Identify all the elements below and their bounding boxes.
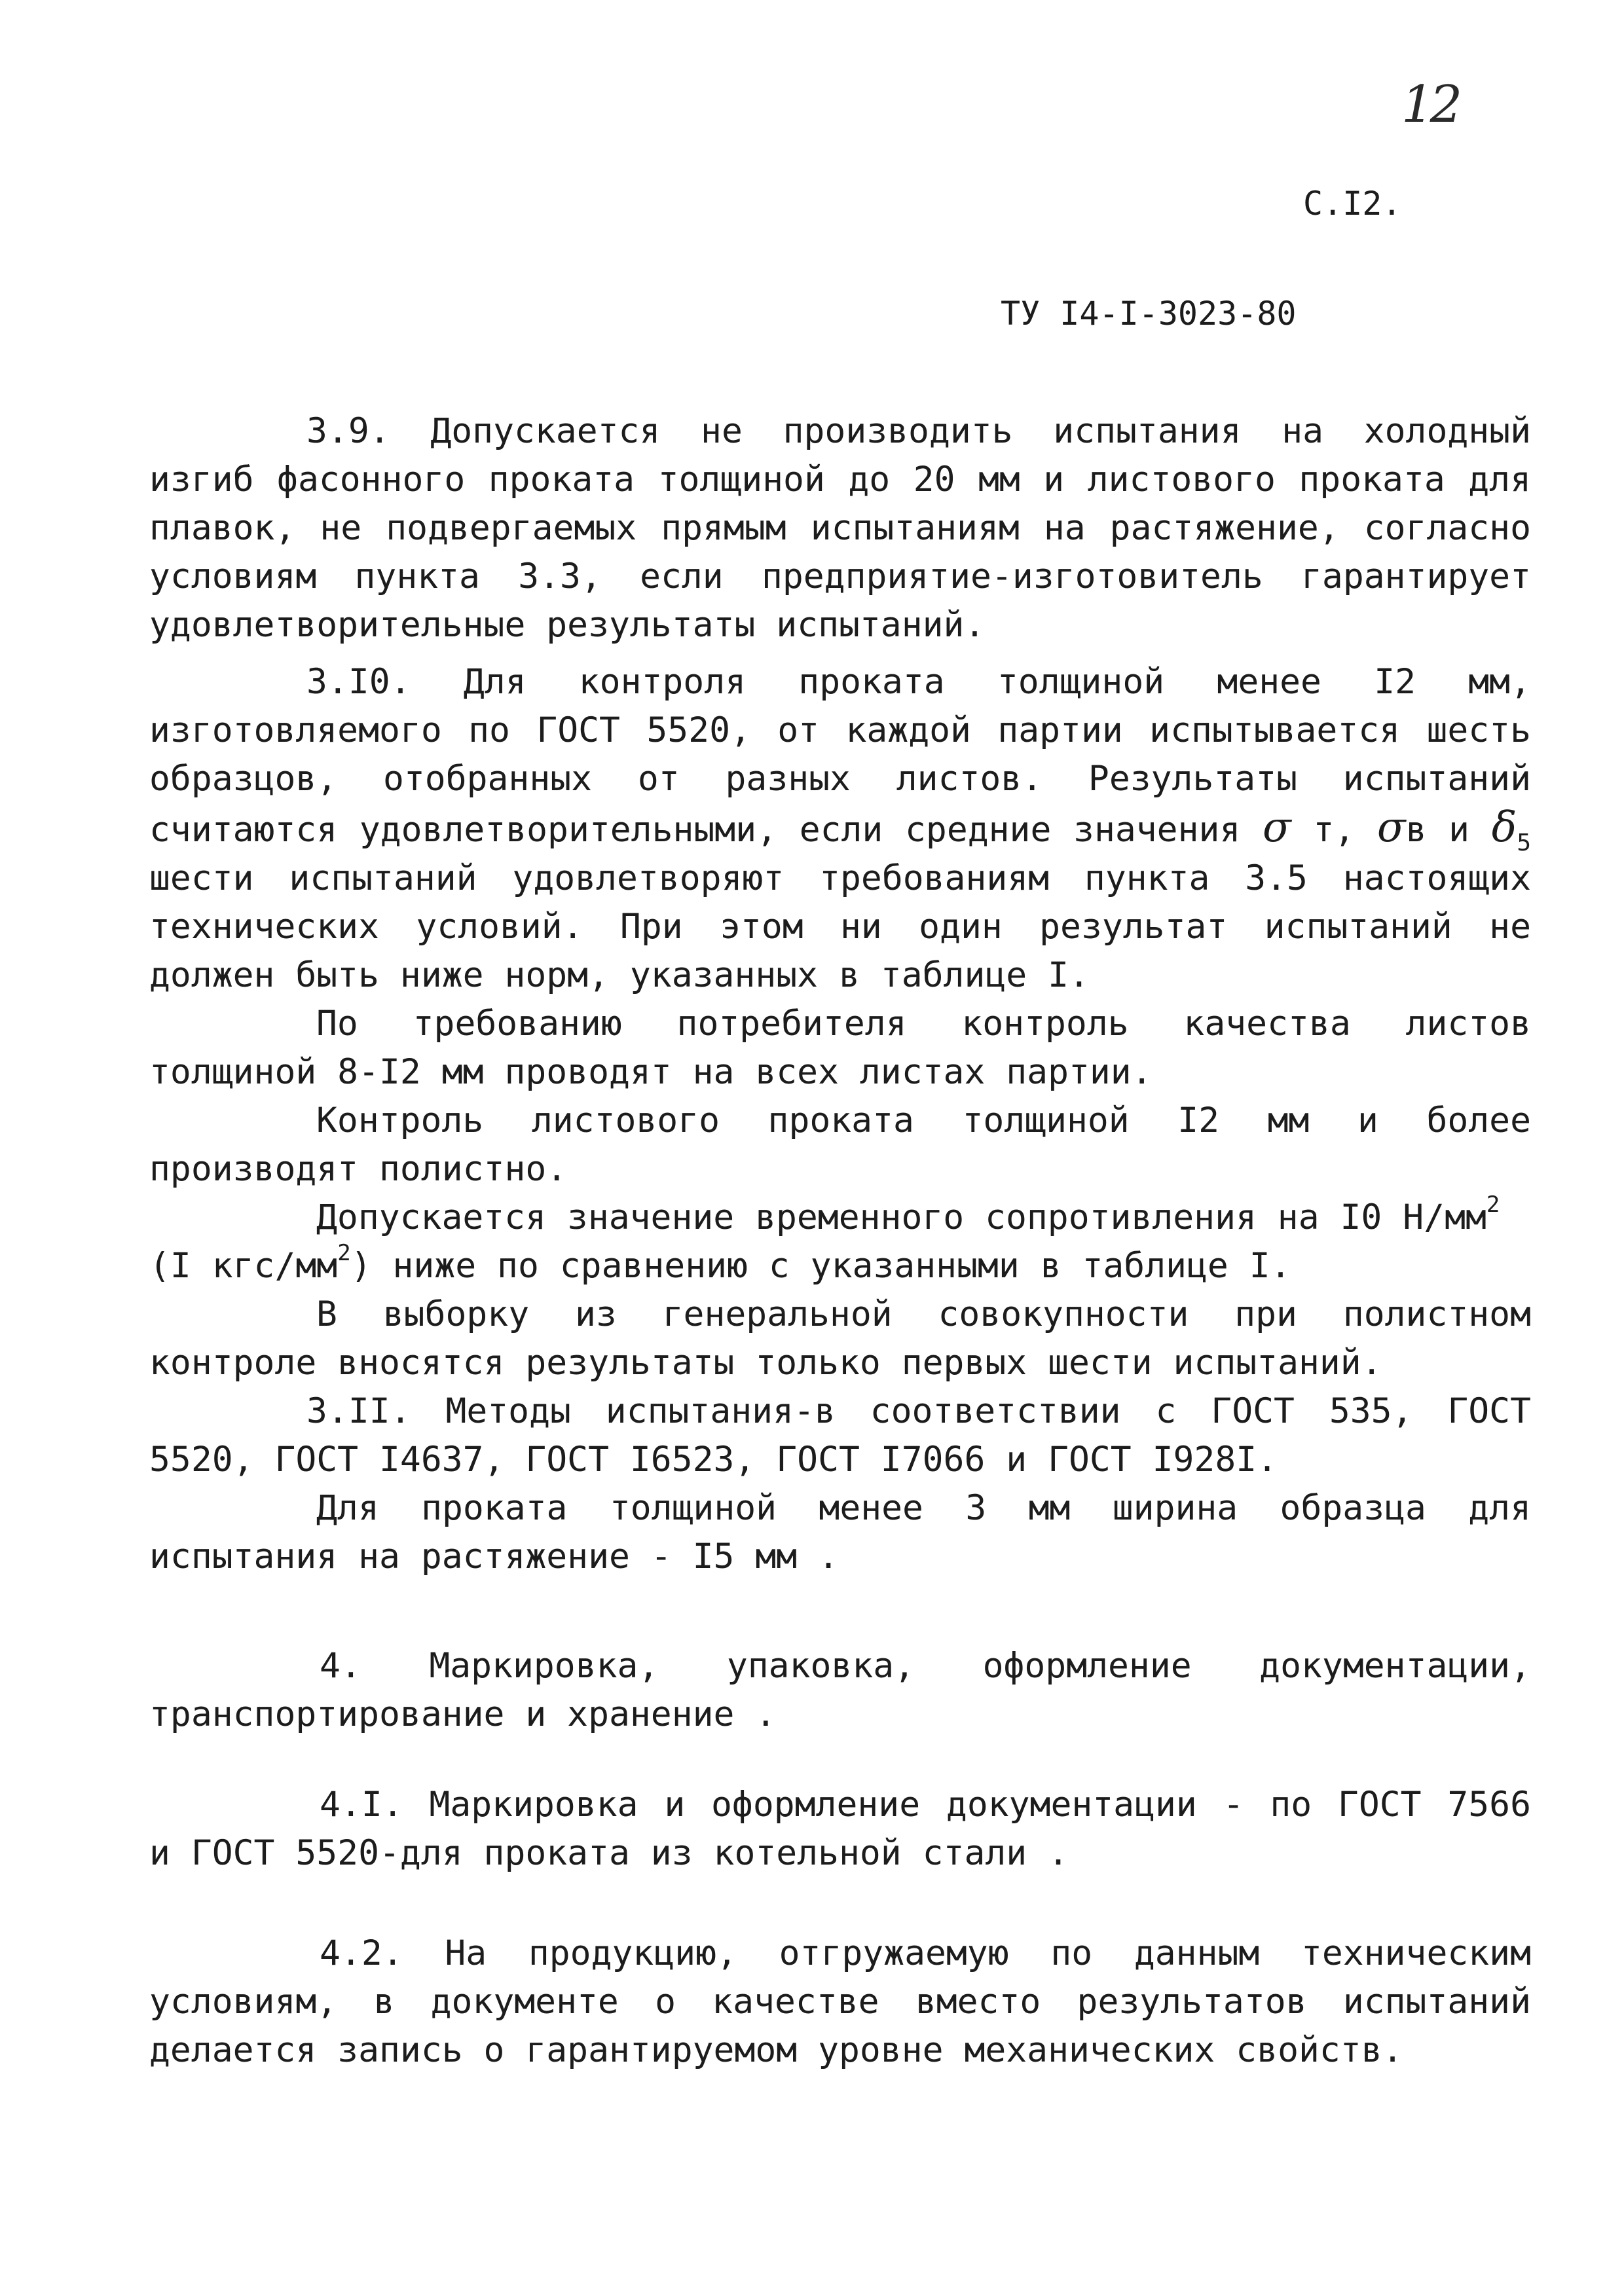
sigma-symbol: σ <box>1263 803 1291 852</box>
delta-subscript: 5 <box>1517 829 1531 856</box>
section-4-heading: 4. Маркировка, упаковка, оформление документации, транспортирование и хранение . <box>149 1646 1531 1734</box>
paragraph-sample: В выборку из генеральной совокупности при полистном контроле вносятся результаты только первых шести испытаний. <box>149 1294 1531 1383</box>
delta-symbol: δ <box>1491 803 1517 852</box>
paragraph-consumer: По требованию потребителя контроль качества листов толщиной 8-I2 мм проводят на всех листах партии. <box>149 1004 1531 1092</box>
paragraph-4-2: 4.2. На продукцию, отгружаемую по данным техническим условиям, в документе о качестве вместо результатов испытаний делается запись о гарантируемом уровне механических свойств. <box>149 1933 1531 2070</box>
paragraph-3-11-width: Для проката толщиной менее 3 мм ширина образца для испытания на растяжение - I5 мм . <box>149 1488 1531 1576</box>
paragraph-allowance: Допускается значение временного сопротивления на I0 $Н/мм^2$ (I кгс/$мм^2$) ниже по сравнению с указанными в таблице I. <box>149 1192 1500 1286</box>
paragraph-4-1: 4.I. Маркировка и оформление документации - по ГОСТ 7566 и ГОСТ 5520-для проката из котельной стали . <box>149 1785 1531 1873</box>
handwritten-page-mark: 12 <box>1401 75 1459 134</box>
paragraph-sheet-control: Контроль листового проката толщиной I2 мм и более производят полистно. <box>149 1101 1531 1189</box>
sigma-symbol: σ <box>1376 803 1406 852</box>
document-number: ТУ I4-I-3023-80 <box>1001 295 1297 333</box>
page-number: С.I2. <box>1303 185 1402 223</box>
paragraph-3-11: 3.II. Методы испытания-в соответствии с ГОСТ 535, ГОСТ 5520, ГОСТ I4637, ГОСТ I6523, ГОСТ I7066 и ГОСТ I928I. <box>149 1391 1531 1480</box>
paragraph-3-9: 3.9. Допускается не производить испытания на холодный изгиб фасонного проката толщиной до 20 мм и листового проката для плавок, не подвергаемых прямым испытаниям на растяжение, согласно условиям пункта 3.3, если предприятие-изготовитель гарантирует удовлетворительные результаты испытаний. <box>149 411 1531 645</box>
paragraph-3-10: 3.I0. Для контроля проката толщиной менее I2 мм, изготовляемого по ГОСТ 5520, от каждой партии испытывается шесть образцов, отобранных от разных листов. Результаты испытаний считаются удовлетворительными, если средние значения σ т, σв и $\delta_5$ шести испытаний удовлетворяют требованиям пункта 3.5 настоящих технических условий. При этом ни один результат испытаний не должен быть ниже норм, указанных в таблице I. <box>149 662 1531 995</box>
